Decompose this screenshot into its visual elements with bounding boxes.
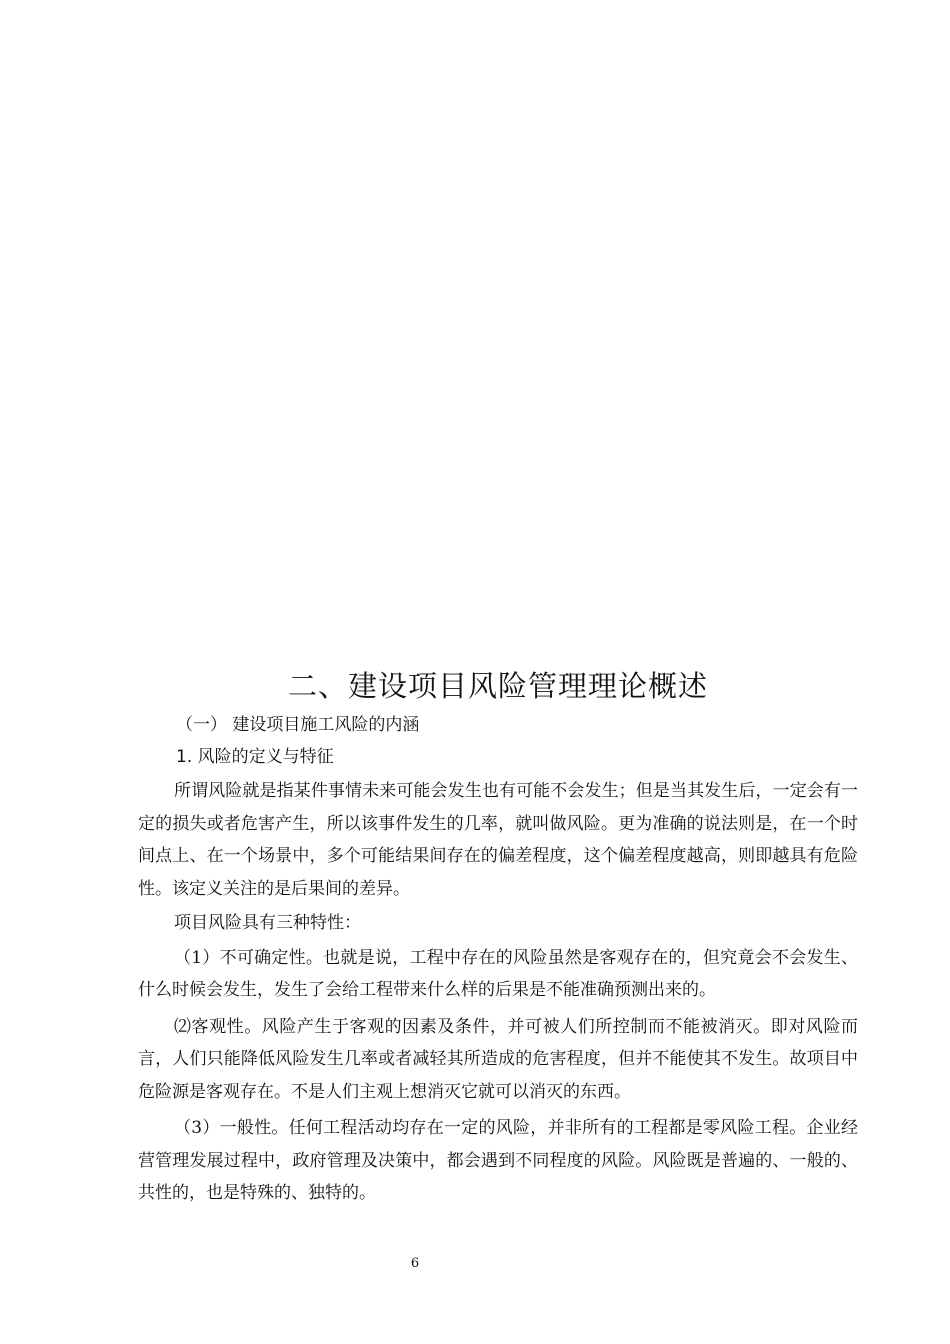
paragraph-risk-characteristics-intro: 项目风险具有三种特性： [174,913,361,933]
paragraph-objectivity: ⑵客观性。风险产生于客观的因素及条件，并可被人们所控制而不能被消灭。即对风险而言，人们只能降低风险发生几率或者减轻其所造成的危害程度，但并不能使其不发生。故项目中危险源是客观存在。不是人们主观上想消灭它就可以消灭的东西。 [138,1016,858,1102]
paragraph-risk-definition: 所谓风险就是指某件事情未来可能会发生也有可能不会发生；但是当其发生后，一定会有一定的损失或者危害产生，所以该事件发生的几率，就叫做风险。更为准确的说法则是，在一个时间点上、在一个场景中，多个可能结果间存在的偏差程度，这个偏差程度越高，则即越具有危险性。该定义关注的是后果间的差异。 [138,781,858,899]
page-number: 6 [410,1256,420,1271]
body-text [138,775,858,1210]
section-heading: （一） 建设项目施工风险的内涵 [176,715,420,735]
paragraph-generality: （3）一般性。任何工程活动均存在一定的风险，并非所有的工程都是零风险工程。企业经营管理发展过程中，政府管理及决策中，都会遇到不同程度的风险。风险既是普遍的、一般的、共性的，也是特殊的、独特的。 [138,1118,858,1203]
chapter-title: 二、建设项目风险管理理论概述 [287,669,708,703]
sub-heading: 1. 风险的定义与特征 [176,747,334,767]
paragraph-uncertainty: （1）不可确定性。也就是说，工程中存在的风险虽然是客观存在的，但究竟会不会发生、什么时候会发生，发生了会给工程带来什么样的后果是不能准确预测出来的。 [138,947,858,1000]
